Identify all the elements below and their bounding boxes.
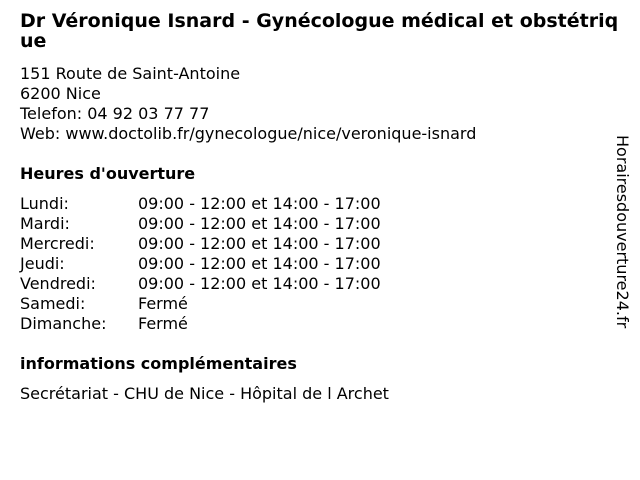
hours-row-mardi (20, 214, 381, 234)
opening-hours-list (20, 194, 381, 334)
site-watermark: Horairesdouverture24.fr (613, 135, 632, 329)
day-label: Lundi: (20, 194, 69, 213)
hours-row-samedi (20, 294, 381, 314)
day-label: Mercredi: (20, 234, 95, 253)
day-label: Dimanche: (20, 314, 107, 333)
address-block (20, 64, 476, 144)
hours-row-jeudi (20, 254, 381, 274)
phone-number: Telefon: 04 92 03 77 77 (20, 104, 210, 123)
city: 6200 Nice (20, 84, 101, 103)
time-value: 09:00 - 12:00 et 14:00 - 17:00 (138, 254, 381, 273)
hours-row-dimanche (20, 314, 381, 334)
day-label: Jeudi: (20, 254, 65, 273)
time-value: Fermé (138, 314, 188, 333)
page-title: Dr Véronique Isnard - Gynécologue médical et obstétrique (20, 10, 619, 52)
info-heading: informations complémentaires (20, 354, 297, 373)
hours-row-lundi (20, 194, 381, 214)
street-address: 151 Route de Saint-Antoine (20, 64, 241, 83)
day-label: Mardi: (20, 214, 70, 233)
day-label: Vendredi: (20, 274, 96, 293)
time-value: Fermé (138, 294, 188, 313)
hours-heading: Heures d'ouverture (20, 164, 196, 183)
time-value: 09:00 - 12:00 et 14:00 - 17:00 (138, 194, 381, 213)
time-value: 09:00 - 12:00 et 14:00 - 17:00 (138, 274, 381, 293)
time-value: 09:00 - 12:00 et 14:00 - 17:00 (138, 214, 381, 233)
hours-row-mercredi (20, 234, 381, 254)
website-link[interactable]: Web: www.doctolib.fr/gynecologue/nice/veronique-isnard (20, 124, 477, 143)
hours-row-vendredi (20, 274, 381, 294)
info-text: Secrétariat - CHU de Nice - Hôpital de l Archet (20, 384, 389, 403)
time-value: 09:00 - 12:00 et 14:00 - 17:00 (138, 234, 381, 253)
day-label: Samedi: (20, 294, 86, 313)
